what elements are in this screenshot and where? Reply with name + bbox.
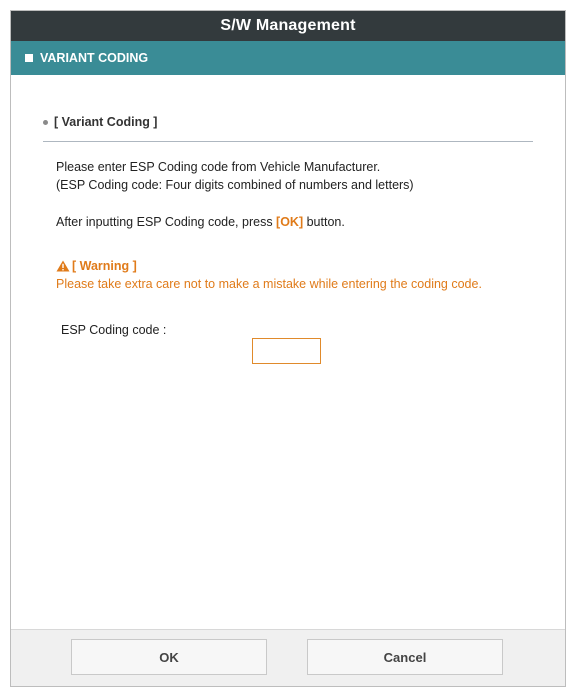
window-title: S/W Management [11, 11, 565, 41]
ok-inline-text: [OK] [276, 215, 304, 229]
warning-title [56, 259, 137, 273]
cancel-button[interactable]: Cancel [307, 639, 503, 675]
bullet-dot-icon [43, 120, 48, 125]
dialog-footer [11, 629, 565, 686]
variant-coding-heading [43, 115, 533, 129]
section-header [11, 41, 565, 75]
heading-divider [43, 141, 533, 142]
ok-button[interactable]: OK [71, 639, 267, 675]
content-area [11, 75, 565, 631]
section-title: VARIANT CODING [40, 51, 149, 65]
warning-title-text: [ Warning ] [72, 259, 137, 273]
after-input-instruction [56, 215, 345, 229]
after-prefix-text: After inputting ESP Coding code, press [56, 215, 277, 229]
square-marker-icon [25, 54, 33, 62]
instruction-line-1: Please enter ESP Coding code from Vehicle Manufacturer. [56, 160, 381, 174]
esp-coding-code-input[interactable] [252, 338, 321, 364]
heading-text: [ Variant Coding ] [54, 115, 158, 129]
warning-triangle-icon [56, 260, 70, 272]
instruction-line-2: (ESP Coding code: Four digits combined of numbers and letters) [56, 178, 414, 192]
sw-management-dialog [10, 10, 566, 687]
warning-text: Please take extra care not to make a mistake while entering the coding code. [56, 277, 482, 291]
after-suffix-text: button. [303, 215, 345, 229]
esp-coding-code-label: ESP Coding code : [61, 323, 167, 337]
